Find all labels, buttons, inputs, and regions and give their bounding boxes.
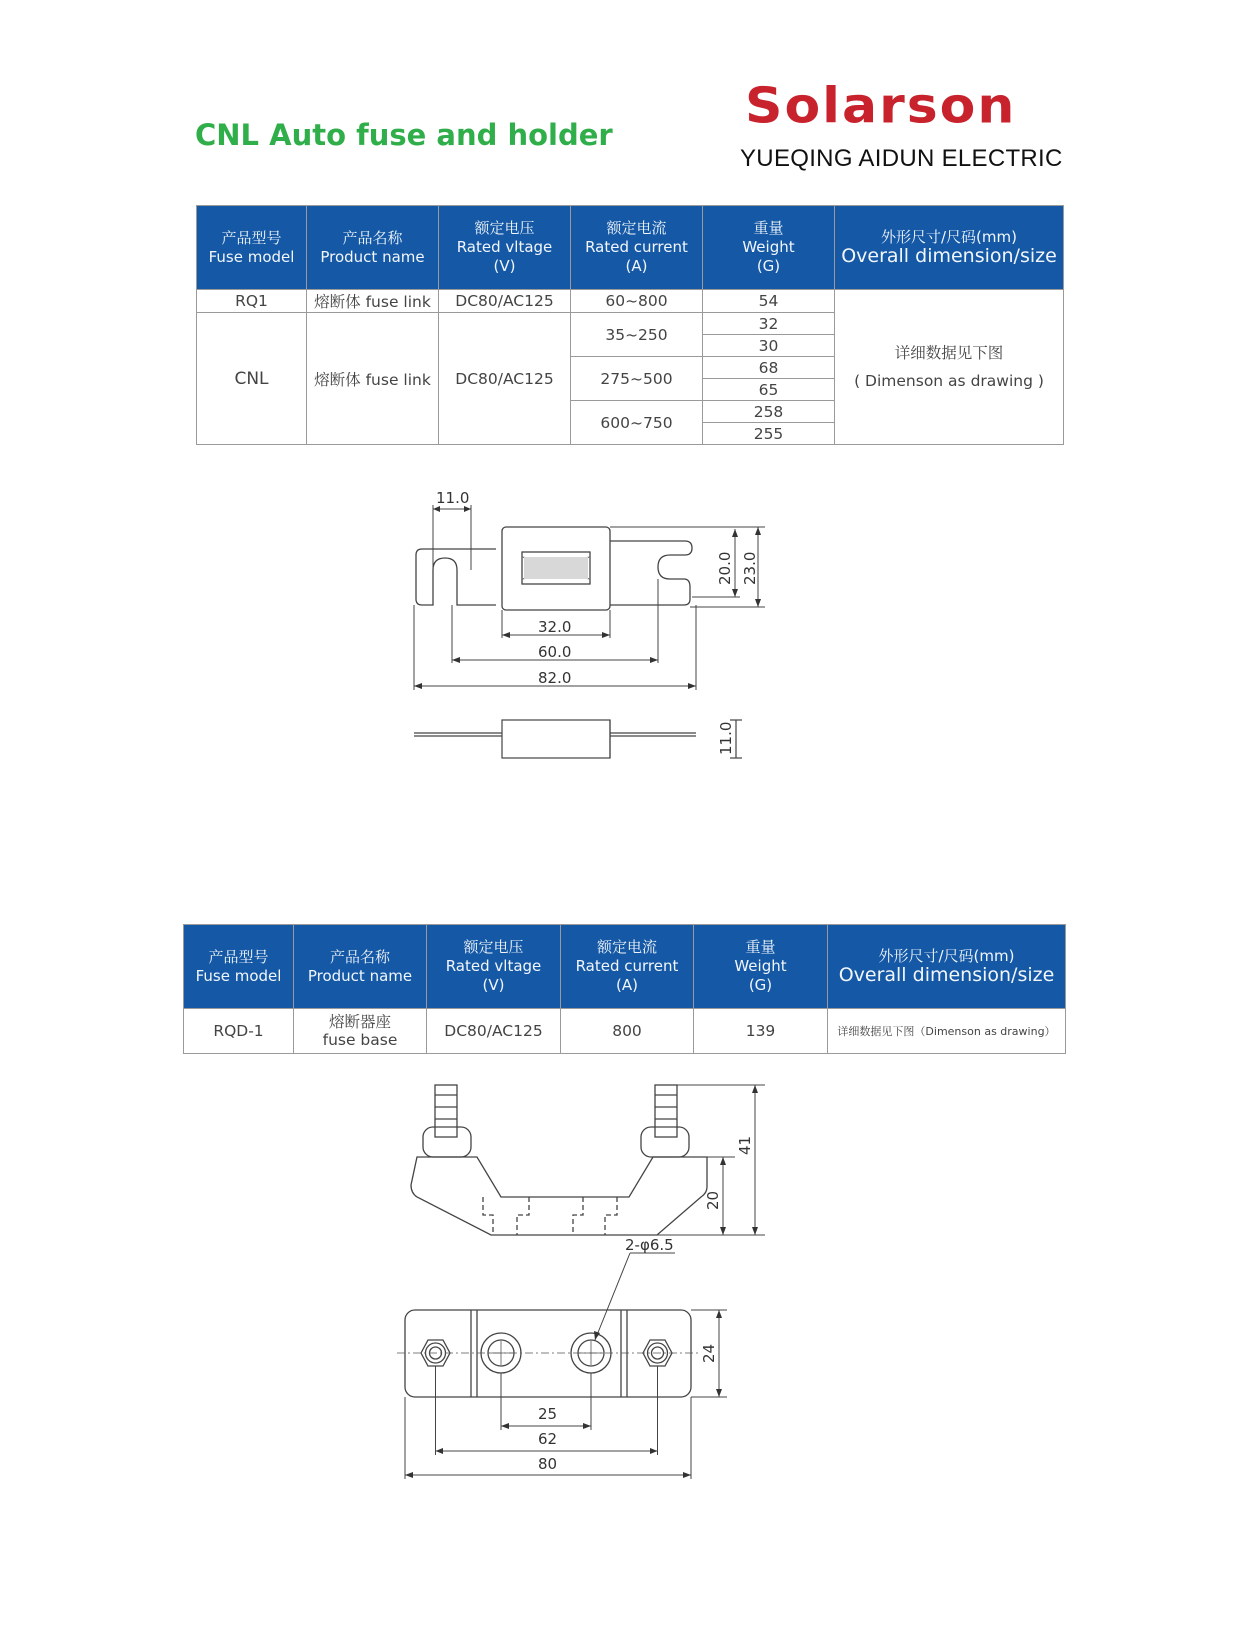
header-dimension: 外形尺寸/尺码(mm) Overall dimension/size bbox=[828, 925, 1066, 1009]
cell-dimension-note: 详细数据见下图（Dimenson as drawing） bbox=[828, 1009, 1066, 1054]
company-name: YUEQING AIDUN ELECTRIC bbox=[740, 145, 1063, 172]
fuse-link-drawing bbox=[400, 489, 800, 785]
dim-holes: 2-φ6.5 bbox=[625, 1236, 674, 1254]
cell-weight: 258 bbox=[703, 401, 835, 423]
header-rated-current: 额定电流 Rated current (A) bbox=[571, 206, 703, 290]
cell-dimension-note: 详细数据见下图 ( Dimenson as drawing ) bbox=[835, 290, 1064, 445]
cell-current: 60~800 bbox=[571, 290, 703, 313]
fuse-link-spec-table bbox=[196, 205, 1064, 445]
dim-total-height: 41 bbox=[736, 1135, 754, 1155]
cell-model: RQD-1 bbox=[184, 1009, 294, 1054]
dim-inner-height: 20.0 bbox=[716, 551, 734, 585]
header-product-name: 产品名称 Product name bbox=[307, 206, 439, 290]
fuse-base-drawing bbox=[405, 1085, 805, 1505]
dim-total-length: 82.0 bbox=[538, 669, 572, 687]
dim-hole-pitch: 25 bbox=[538, 1405, 558, 1423]
cell-model: CNL bbox=[197, 313, 307, 445]
header-product-name: 产品名称 Product name bbox=[294, 925, 427, 1009]
table-header-row bbox=[184, 925, 1066, 1009]
dim-base-height: 20 bbox=[704, 1190, 722, 1210]
table-row bbox=[197, 290, 1064, 313]
dim-total-length: 80 bbox=[538, 1455, 558, 1473]
dim-thickness: 11.0 bbox=[717, 721, 735, 755]
header-rated-voltage: 额定电压 Rated vltage (V) bbox=[439, 206, 571, 290]
cell-weight: 255 bbox=[703, 423, 835, 445]
dim-slot-width: 11.0 bbox=[436, 489, 470, 507]
header-dimension: 外形尺寸/尺码(mm) Overall dimension/size bbox=[835, 206, 1064, 290]
dim-width: 24 bbox=[700, 1343, 718, 1363]
cell-current: 800 bbox=[561, 1009, 694, 1054]
table-row bbox=[184, 1009, 1066, 1054]
cell-model: RQ1 bbox=[197, 290, 307, 313]
header-fuse-model: 产品型号 Fuse model bbox=[184, 925, 294, 1009]
brand-logo: Solarson bbox=[745, 78, 1017, 135]
dim-body-length: 32.0 bbox=[538, 618, 572, 636]
cell-current: 275~500 bbox=[571, 357, 703, 401]
cell-voltage: DC80/AC125 bbox=[427, 1009, 561, 1054]
cell-voltage: DC80/AC125 bbox=[439, 290, 571, 313]
cell-name: 熔断体 fuse link bbox=[307, 290, 439, 313]
cell-weight: 30 bbox=[703, 335, 835, 357]
header-weight: 重量 Weight (G) bbox=[703, 206, 835, 290]
cell-weight: 68 bbox=[703, 357, 835, 379]
cell-current: 35~250 bbox=[571, 313, 703, 357]
cell-name: 熔断器座 fuse base bbox=[294, 1009, 427, 1054]
cell-current: 600~750 bbox=[571, 401, 703, 445]
cell-weight: 54 bbox=[703, 290, 835, 313]
table-header-row bbox=[197, 206, 1064, 290]
header-fuse-model: 产品型号 Fuse model bbox=[197, 206, 307, 290]
header-rated-voltage: 额定电压 Rated vltage (V) bbox=[427, 925, 561, 1009]
header-weight: 重量 Weight (G) bbox=[694, 925, 828, 1009]
cell-weight: 139 bbox=[694, 1009, 828, 1054]
fuse-base-spec-table bbox=[183, 924, 1066, 1054]
cell-voltage: DC80/AC125 bbox=[439, 313, 571, 445]
cell-weight: 32 bbox=[703, 313, 835, 335]
dim-hole-spacing: 60.0 bbox=[538, 643, 572, 661]
cell-weight: 65 bbox=[703, 379, 835, 401]
header-rated-current: 额定电流 Rated current (A) bbox=[561, 925, 694, 1009]
dim-outer-height: 23.0 bbox=[741, 551, 759, 585]
page-title: CNL Auto fuse and holder bbox=[195, 118, 613, 152]
dim-stud-pitch: 62 bbox=[538, 1430, 558, 1448]
cell-name: 熔断体 fuse link bbox=[307, 313, 439, 445]
